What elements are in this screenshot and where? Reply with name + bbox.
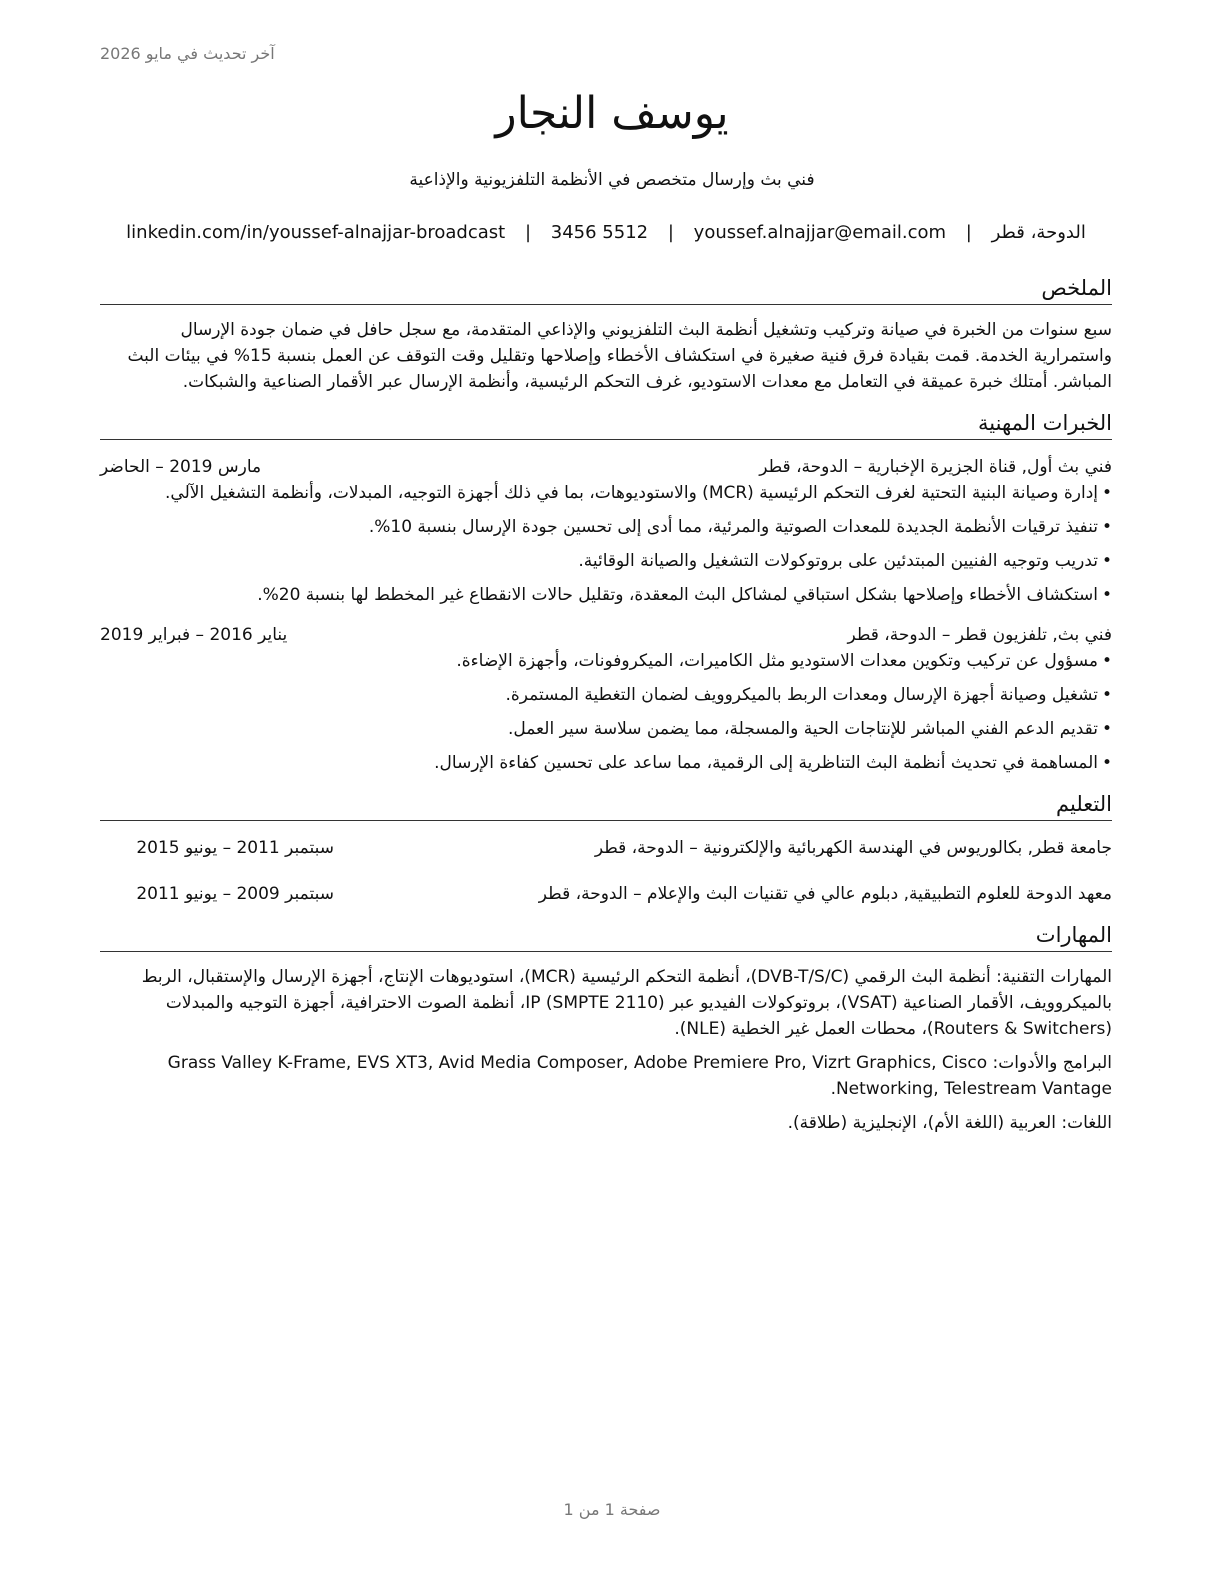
education-date: سبتمبر 2009 – يونيو 2011 [136,884,334,904]
job-header [100,622,1112,648]
contact-separator: | [965,222,972,243]
resume-tagline: فني بث وإرسال متخصص في الأنظمة التلفزيونية والإذاعية [409,170,815,190]
section-title-summary: الملخص [100,274,1112,305]
education-entry [100,835,1112,861]
contact-line [100,222,1112,243]
section-title-education: التعليم [100,790,1112,821]
job-bullet: • تقديم الدعم الفني المباشر للإنتاجات الحية والمسجلة، مما يضمن سلاسة سير العمل. [100,716,1112,742]
job-bullet: • تدريب وتوجيه الفنيين المبتدئين على بروتوكولات التشغيل والصيانة الوقائية. [100,548,1112,574]
job-bullet: • استكشاف الأخطاء وإصلاحها بشكل استباقي لمشاكل البث المعقدة، وتقليل حالات الانقطاع غير المخطط لها بنسبة 20%. [100,582,1112,608]
summary-section [100,274,1112,395]
experience-section [100,409,1112,776]
skills-technical: المهارات التقنية: أنظمة البث الرقمي (DVB-T/S/C)، أنظمة التحكم الرئيسية (MCR)، استوديوهات الإنتاج، أجهزة الإرسال والإستقبال، الربط بالميكروويف، الأقمار الصناعية (VSAT)، بروتوكولات الفيديو عبر IP (SMPTE 2110)، أنظمة الصوت الاحترافية، أجهزة التوجيه والمبدلات (Routers & Switchers)، محطات العمل غير الخطية (NLE). [141,967,1112,1039]
job-date: مارس 2019 – الحاضر [100,457,262,477]
job-bullets [100,648,1112,776]
skills-section [100,921,1112,1136]
contact-email[interactable]: youssef.alnajjar@email.com [693,222,947,243]
skills-languages: اللغات: العربية (اللغة الأم)، الإنجليزية (طلاقة). [787,1113,1112,1133]
education-heading: جامعة قطر, بكالوريوس في الهندسة الكهربائية والإلكترونية – الدوحة، قطر [594,838,1112,858]
job-bullet: • إدارة وصيانة البنية التحتية لغرف التحكم الرئيسية (MCR) والاستوديوهات، بما في ذلك أجهزة التوجيه، المبدلات، وأنظمة التشغيل الآلي. [100,480,1112,506]
summary-text: سبع سنوات من الخبرة في صيانة وتركيب وتشغيل أنظمة البث التلفزيوني والإذاعي المتقدمة، مع سجل حافل في ضمان جودة الإرسال واستمرارية الخدمة. قمت بقيادة فرق فنية صغيرة في استكشاف الأخطاء وإصلاحها وتقليل وقت التوقف عن العمل بنسبة 15% في بيئات البث المباشر. أمتلك خبرة عميقة في التعامل مع معدات الاستوديو، غرف التحكم الرئيسية، وأنظمة الإرسال عبر الأقمار الصناعية والشبكات. [127,320,1112,392]
education-entry [100,881,1112,907]
education-heading: معهد الدوحة للعلوم التطبيقية, دبلوم عالي في تقنيات البث والإعلام – الدوحة، قطر [538,884,1112,904]
job-bullets [100,480,1112,608]
resume-name: يوسف النجار [495,88,729,139]
job-bullet: • مسؤول عن تركيب وتكوين معدات الاستوديو مثل الكاميرات، الميكروفونات، وأجهزة الإضاءة. [100,648,1112,674]
contact-phone[interactable]: 3456 5512 [550,222,649,243]
job-bullet: • تنفيذ ترقيات الأنظمة الجديدة للمعدات الصوتية والمرئية، مما أدى إلى تحسين جودة الإرسال بنسبة 10%. [100,514,1112,540]
education-date: سبتمبر 2011 – يونيو 2015 [136,838,334,858]
education-section [100,790,1112,907]
job-entry [100,622,1112,776]
job-entry [100,454,1112,608]
section-title-skills: المهارات [100,921,1112,952]
skills-software: البرامج والأدوات: Grass Valley K-Frame, EVS XT3, Avid Media Composer, Adobe Premiere Pro, Vizrt Graphics, Cisco Networking, Telestream Vantage. [167,1053,1112,1099]
contact-linkedin[interactable]: linkedin.com/in/youssef-alnajjar-broadcast [126,222,506,243]
contact-location: الدوحة، قطر [991,222,1086,243]
section-title-experience: الخبرات المهنية [100,409,1112,440]
contact-separator: | [667,222,674,243]
page-number: صفحة 1 من 1 [563,1500,661,1519]
job-date: يناير 2016 – فبراير 2019 [100,625,288,645]
job-bullet: • تشغيل وصيانة أجهزة الإرسال ومعدات الربط بالميكروويف لضمان التغطية المستمرة. [100,682,1112,708]
contact-separator: | [524,222,532,243]
job-bullet: • المساهمة في تحديث أنظمة البث التناظرية إلى الرقمية، مما ساعد على تحسين كفاءة الإرسال. [100,750,1112,776]
job-title: فني بث أول, قناة الجزيرة الإخبارية – الدوحة، قطر [759,457,1112,477]
job-title: فني بث, تلفزيون قطر – الدوحة، قطر [847,625,1112,645]
resume-body [100,274,1112,1136]
last-updated-note: آخر تحديث في مايو 2026 [100,44,275,63]
job-header [100,454,1112,480]
